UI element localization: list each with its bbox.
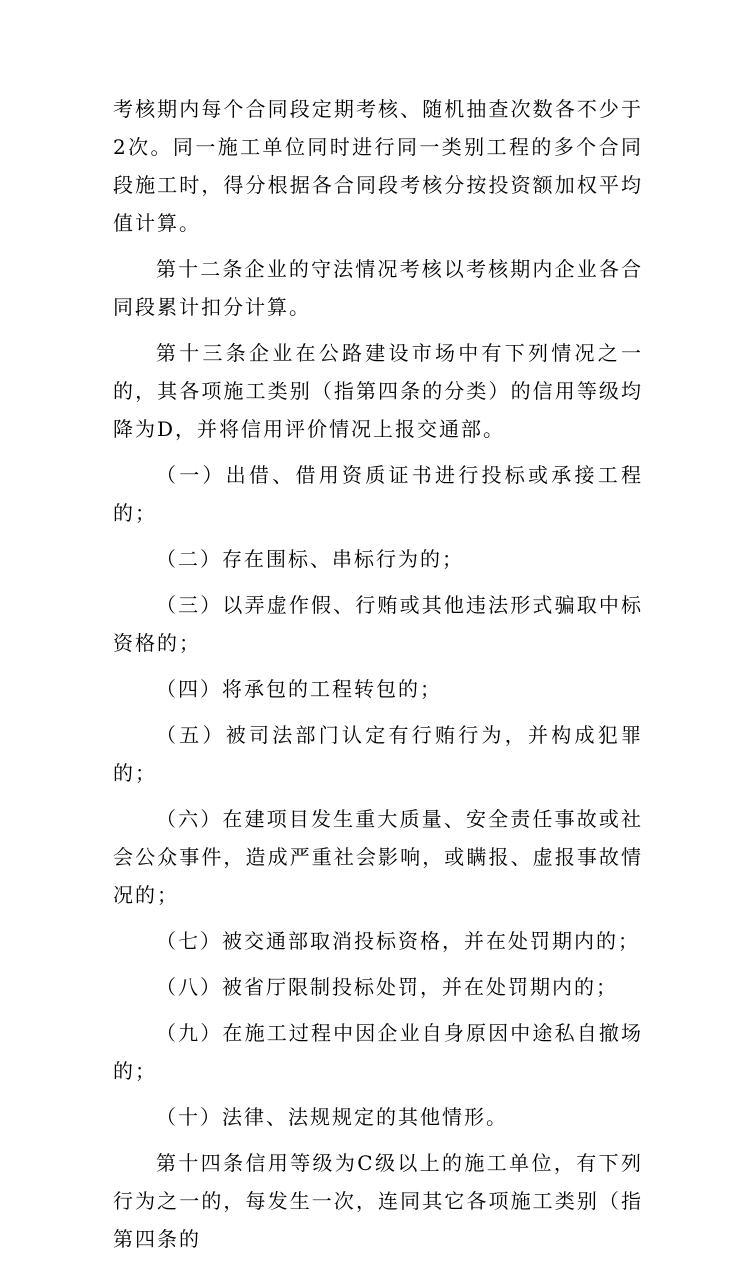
list-item-5: （五）被司法部门认定有行贿行为，并构成犯罪的； xyxy=(113,723,643,785)
document-body xyxy=(113,90,643,1266)
paragraph-article-14: 第十四条信用等级为C级以上的施工单位，有下列行为之一的，每发生一次，连同其它各项施工类别（指第四条的 xyxy=(113,1151,643,1251)
list-item-8: （八）被省厅限制投标处罚，并在处罚期内的； xyxy=(156,975,618,999)
list-item-7: （七）被交通部取消投标资格，并在处罚期内的； xyxy=(156,929,640,953)
list-item-4: （四）将承包的工程转包的； xyxy=(156,677,442,701)
paragraph-article-12: 第十二条企业的守法情况考核以考核期内企业各合同段累计扣分计算。 xyxy=(113,257,643,319)
list-item-9: （九）在施工过程中因企业自身原因中途私自撤场的； xyxy=(113,1021,643,1083)
list-item-6: （六）在建项目发生重大质量、安全责任事故或社会公众事件，造成严重社会影响，或瞒报、虚报事故情况的； xyxy=(113,807,643,907)
list-item-3: （三）以弄虚作假、行贿或其他违法形式骗取中标资格的； xyxy=(113,593,643,655)
list-item-2: （二）存在围标、串标行为的； xyxy=(156,547,464,571)
paragraph-article-13: 第十三条企业在公路建设市场中有下列情况之一的，其各项施工类别（指第四条的分类）的信用等级均降为D，并将信用评价情况上报交通部。 xyxy=(113,341,643,441)
list-item-10: （十）法律、法规规定的其他情形。 xyxy=(156,1105,508,1129)
paragraph-assessment-frequency: 考核期内每个合同段定期考核、随机抽查次数各不少于2次。同一施工单位同时进行同一类别工程的多个合同段施工时，得分根据各合同段考核分按投资额加权平均值计算。 xyxy=(113,97,643,235)
list-item-1: （一）出借、借用资质证书进行投标或承接工程的； xyxy=(113,463,643,525)
